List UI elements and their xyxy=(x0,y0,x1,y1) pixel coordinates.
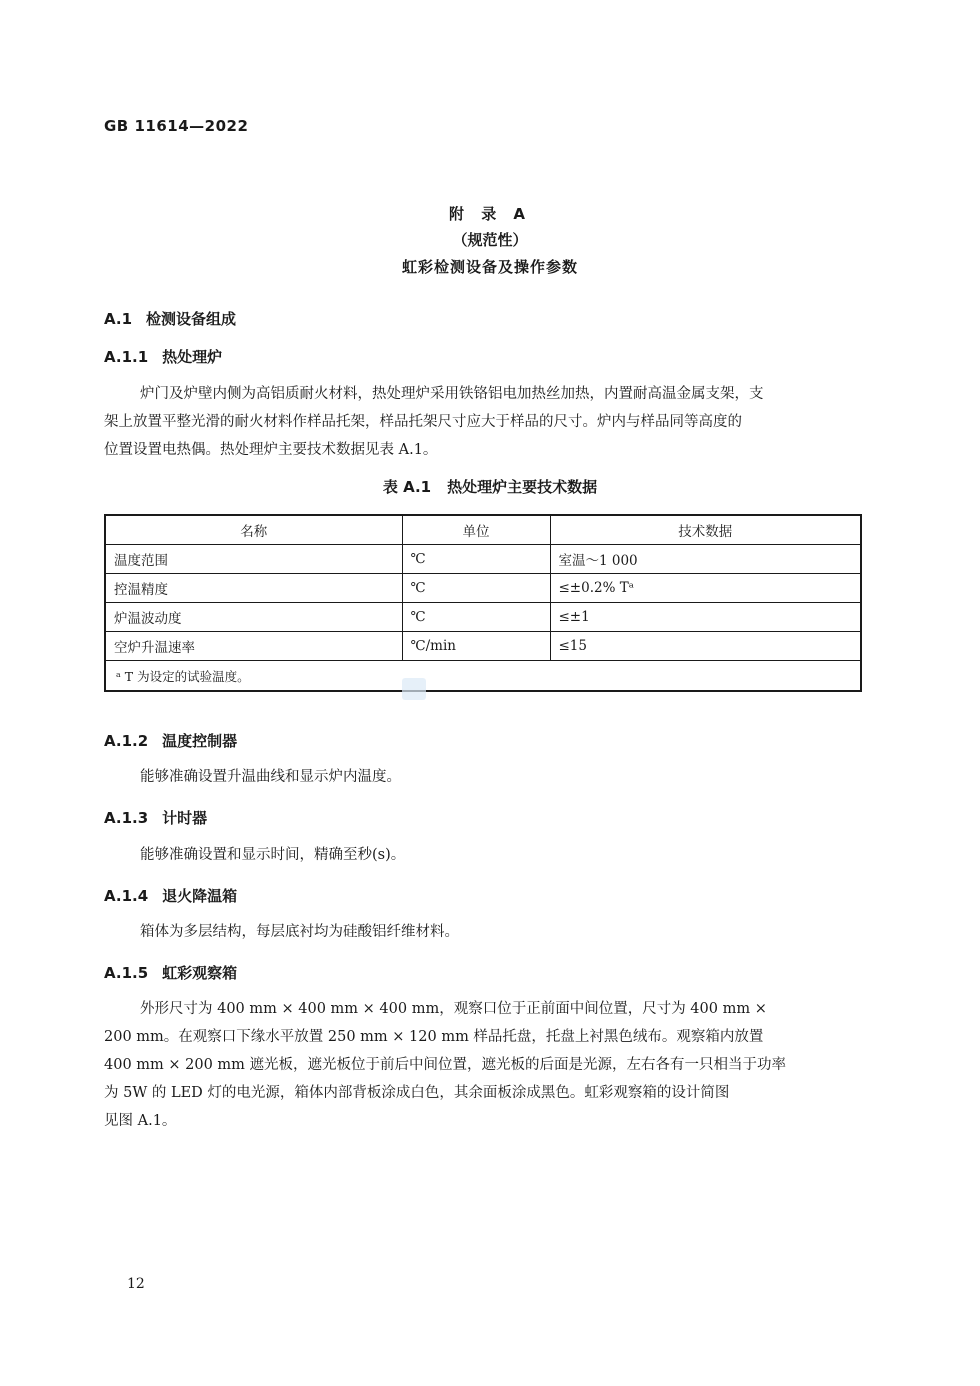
paragraph-line: 外形尺寸为 400 mm × 400 mm × 400 mm，观察口位于正前面中间位置，尺寸为 400 mm × xyxy=(140,1001,767,1017)
section-number: A.1.4 xyxy=(104,887,149,905)
paragraph-line: 架上放置平整光滑的耐火材料作样品托架，样品托架尺寸应大于样品的尺寸。炉内与样品同等高度的 xyxy=(104,414,742,430)
section-a13-heading xyxy=(104,807,207,828)
table-cell: ℃ xyxy=(402,574,550,603)
page-number: 12 xyxy=(127,1276,145,1292)
paragraph-line: 位置设置电热偶。热处理炉主要技术数据见表 A.1。 xyxy=(104,442,438,458)
paragraph-line: 能够准确设置升温曲线和显示炉内温度。 xyxy=(140,769,401,785)
paragraph-line: 400 mm × 200 mm 遮光板，遮光板位于前后中间位置，遮光板的后面是光源，左右各有一只相当于功率 xyxy=(104,1057,787,1073)
section-a12-paragraph xyxy=(104,763,862,791)
table-cell: ≤±1 xyxy=(550,603,861,632)
column-header: 技术数据 xyxy=(550,515,861,545)
table-title: 热处理炉主要技术数据 xyxy=(447,478,598,496)
annex-name: 虹彩检测设备及操作参数 xyxy=(401,258,578,276)
table-cell: ≤±0.2% Tᵃ xyxy=(550,574,861,603)
table-cell: ≤15 xyxy=(550,632,861,661)
section-title: 虹彩观察箱 xyxy=(162,964,238,982)
table-row xyxy=(105,545,861,574)
section-a15-heading xyxy=(104,962,237,983)
watermark-logo xyxy=(402,678,426,700)
paragraph-line: 能够准确设置和显示时间，精确至秒(s)。 xyxy=(140,847,406,863)
table-header-row xyxy=(105,515,861,545)
table-caption xyxy=(0,476,980,497)
section-number: A.1.3 xyxy=(104,809,149,827)
section-number: A.1.1 xyxy=(104,348,149,366)
paragraph-line: 200 mm。在观察口下缘水平放置 250 mm × 120 mm 样品托盘，托盘上衬黑色绒布。观察箱内放置 xyxy=(104,1029,764,1045)
table-cell: 控温精度 xyxy=(105,574,402,603)
section-a14-heading xyxy=(104,885,237,906)
paragraph-line: 为 5W 的 LED 灯的电光源，箱体内部背板涂成白色，其余面板涂成黑色。虹彩观察箱的设计简图 xyxy=(104,1085,730,1101)
table-row xyxy=(105,574,861,603)
table-cell: 空炉升温速率 xyxy=(105,632,402,661)
table-cell: ℃ xyxy=(402,603,550,632)
table-cell: 炉温波动度 xyxy=(105,603,402,632)
paragraph-line: 箱体为多层结构，每层底衬均为硅酸铝纤维材料。 xyxy=(140,924,459,940)
section-title: 计时器 xyxy=(162,809,208,827)
table-row xyxy=(105,603,861,632)
section-number: A.1.5 xyxy=(104,964,149,982)
table-cell: ℃/min xyxy=(402,632,550,661)
column-header: 名称 xyxy=(105,515,402,545)
section-a15-paragraph xyxy=(104,995,862,1135)
table-footnote-row xyxy=(105,661,861,692)
section-title: 热处理炉 xyxy=(162,348,223,366)
table-cell: ℃ xyxy=(402,545,550,574)
section-a11-heading xyxy=(104,346,222,367)
table-row xyxy=(105,632,861,661)
paragraph-line: 见图 A.1。 xyxy=(104,1113,177,1129)
annex-type: （规范性） xyxy=(452,231,528,249)
section-a11-paragraph xyxy=(104,380,862,464)
table-number: 表 A.1 xyxy=(382,478,432,496)
section-number: A.1.2 xyxy=(104,732,149,750)
section-a14-paragraph xyxy=(104,918,862,946)
table-cell: 室温～1 000 xyxy=(550,545,861,574)
tech-data-table xyxy=(104,514,862,692)
annex-title: 附 录 A xyxy=(448,205,532,223)
section-title: 检测设备组成 xyxy=(146,310,237,328)
section-number: A.1 xyxy=(104,310,133,328)
column-header: 单位 xyxy=(402,515,550,545)
section-a12-heading xyxy=(104,730,237,751)
table-cell: 温度范围 xyxy=(105,545,402,574)
paragraph-line: 炉门及炉壁内侧为高铝质耐火材料，热处理炉采用铁铬铝电加热丝加热，内置耐高温金属支架，支 xyxy=(140,386,764,402)
section-a1-heading xyxy=(104,308,236,329)
section-a13-paragraph xyxy=(104,841,862,869)
section-title: 温度控制器 xyxy=(162,732,238,750)
standard-code: GB 11614—2022 xyxy=(104,117,249,135)
section-title: 退火降温箱 xyxy=(162,887,238,905)
table-footnote: ᵃ T 为设定的试验温度。 xyxy=(105,661,861,692)
